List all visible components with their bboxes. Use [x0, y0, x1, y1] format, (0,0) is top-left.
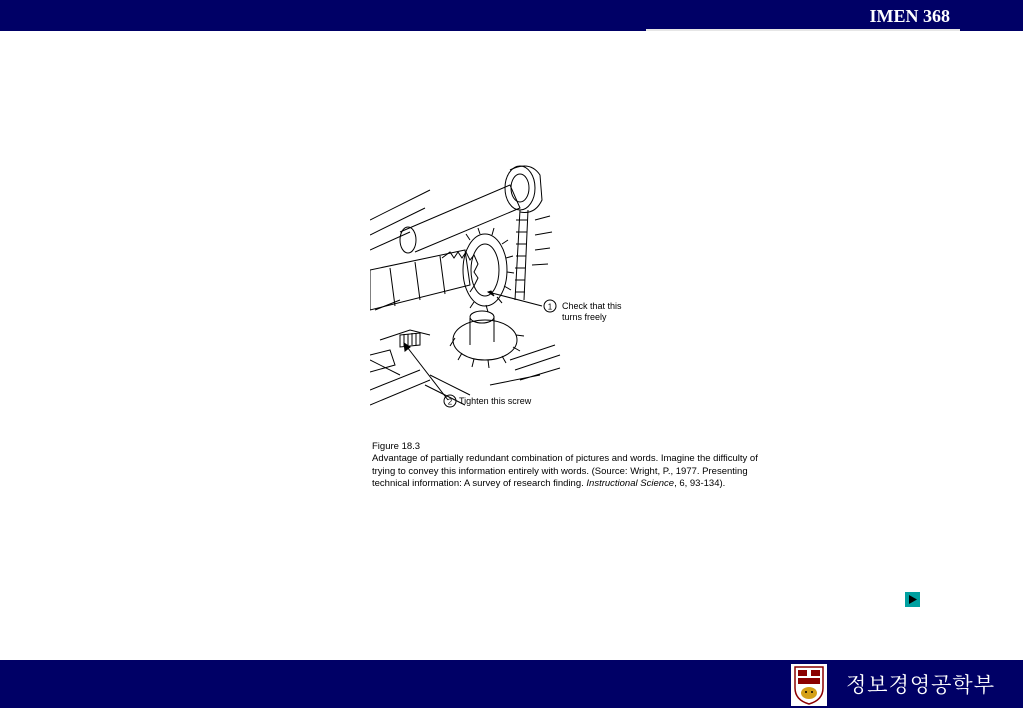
technical-illustration: [370, 160, 640, 410]
header-accent-line: [646, 29, 960, 31]
university-crest-logo: [791, 664, 827, 706]
next-slide-button[interactable]: [905, 592, 920, 607]
caption-body: Advantage of partially redundant combination of pictures and words. Imagine the difficulty of trying to convey this information entirely with words. (Source: Wright, P., 1977. Presenting technical information: A survey of research finding.: [372, 453, 758, 490]
department-name: 정보경영공학부: [846, 673, 996, 697]
course-code: IMEN 368: [869, 6, 950, 26]
callout-check-rotation: Check that this turns freely: [562, 301, 622, 322]
caption-journal: Instructional Science: [586, 478, 675, 490]
caption-suffix: , 6, 93-134).: [674, 478, 726, 490]
svg-text:2: 2: [447, 397, 453, 407]
figure-title: Figure 18.3: [372, 441, 421, 452]
svg-text:1: 1: [547, 302, 553, 312]
figure-caption: [372, 441, 772, 491]
play-triangle-icon: [905, 592, 920, 607]
callout-tighten-screw: Tighten this screw: [459, 396, 532, 406]
